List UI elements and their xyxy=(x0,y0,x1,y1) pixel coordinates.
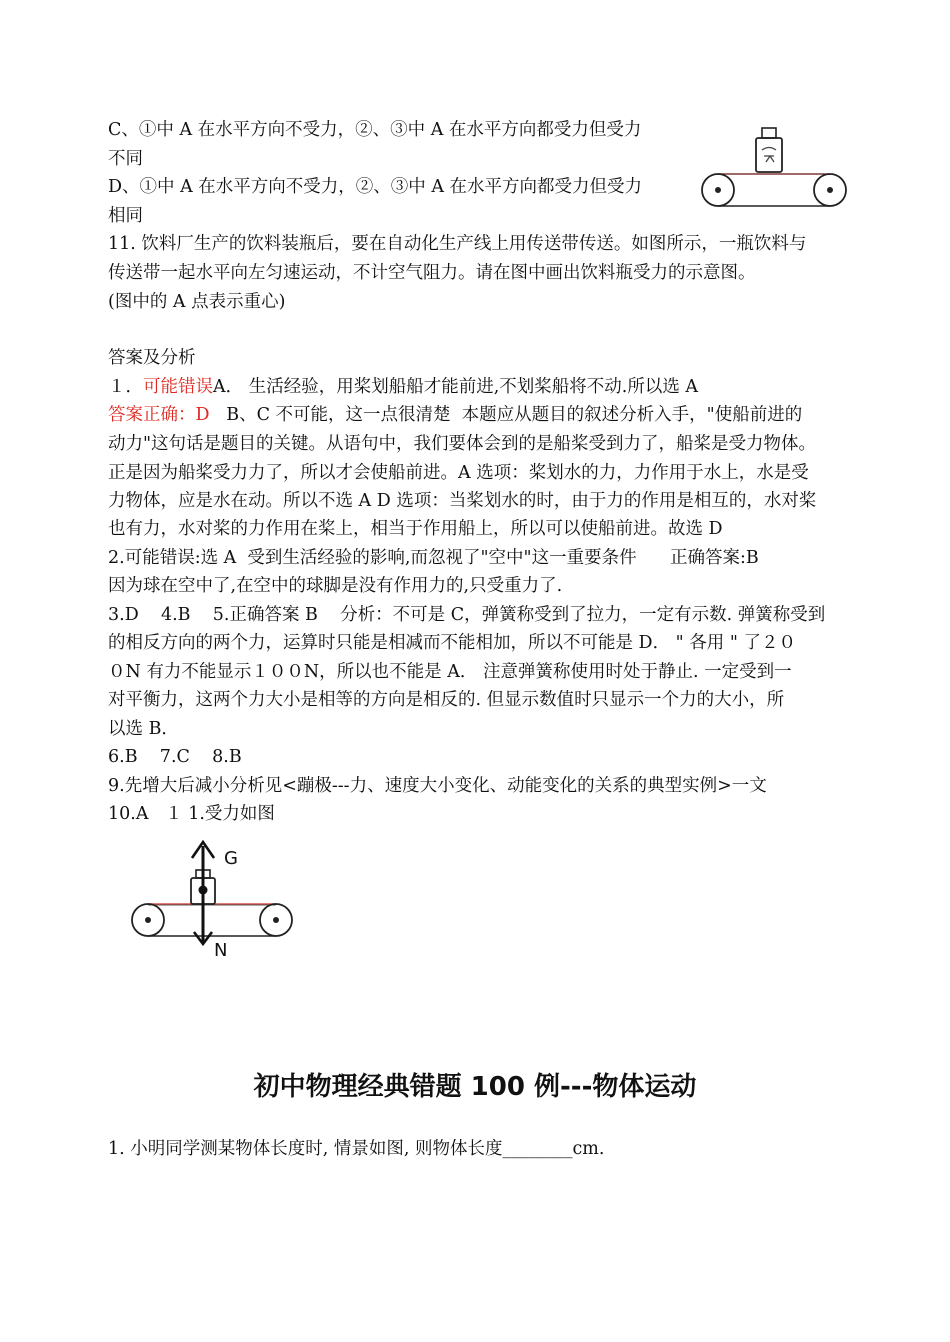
correct-answer-label: 答案正确：D xyxy=(108,405,210,425)
answer-1-right-text: B、C 不可能，这一点很清楚 本题应从题目的叙述分析入手，"使船前进的 xyxy=(209,405,803,425)
bottle-body xyxy=(756,138,782,172)
answer-line: 正是因为船桨受力力了，所以才会使船前进。A 选项：桨划水的力，力作用于水上，水是受 xyxy=(108,463,809,483)
question-1: 1. 小明同学测某物体长度时, 情景如图, 则物体长度________cm. xyxy=(108,1139,605,1159)
answer-line: 10.A １ 1.受力如图 xyxy=(108,804,275,824)
possible-error-label: 可能错误 xyxy=(143,377,213,397)
gravity-label: G xyxy=(224,848,238,869)
answer-line: 以选 B． xyxy=(108,719,179,739)
answer-line: 因为球在空中了,在空中的球脚是没有作用力的,只受重力了. xyxy=(108,576,563,596)
answer-line: 6.B 7.C 8.B xyxy=(108,747,242,767)
answer-line: 9.先增大后减小分析见<蹦极---力、速度大小变化、动能变化的关系的典型实例>一文 xyxy=(108,776,767,796)
answer-line: 的相反方向的两个力，运算时只能是相减而不能相加，所以不可能是 D． " 各用 " 了２０ xyxy=(108,633,796,653)
answer-line: 2.可能错误:选 A 受到生活经验的影响,而忽视了"空中"这一重要条件 正确答案:B xyxy=(108,548,759,568)
option-c-line1: C、①中 A 在水平方向不受力，②、③中 A 在水平方向都受力但受力 xyxy=(108,120,642,140)
option-d-line1: D、①中 A 在水平方向不受力，②、③中 A 在水平方向都受力但受力 xyxy=(108,177,643,197)
option-c-line2: 不同 xyxy=(108,149,143,169)
answer-1-line2 xyxy=(108,403,802,427)
answer-line: 也有力，水对桨的力作用在桨上，相当于作用船上，所以可以使船前进。故选 D xyxy=(108,519,723,539)
answer-1-line1 xyxy=(108,375,698,399)
answers-heading: 答案及分析 xyxy=(108,348,196,368)
answer-line: 动力"这句话是题目的关键。从语句中，我们要体会到的是船桨受到力了，船桨是受力物体。 xyxy=(108,434,817,454)
question-11-line2: 传送带一起水平向左匀速运动，不计空气阻力。请在图中画出饮料瓶受力的示意图。 xyxy=(108,263,756,283)
option-d-line2: 相同 xyxy=(108,206,143,226)
question-11-line1: 11. 饮料厂生产的饮料装瓶后，要在自动化生产线上用传送带传送。如图所示，一瓶饮料与 xyxy=(108,234,807,254)
bottle-cap xyxy=(762,128,776,138)
conveyor-figure xyxy=(700,124,850,214)
answer-line: 力物体，应是水在动。所以不选 A D 选项：当桨划水的时，由于力的作用是相互的，水对桨 xyxy=(108,491,817,511)
question-11-line3: (图中的 A 点表示重心) xyxy=(108,292,286,312)
answer-1-prefix: １． xyxy=(108,377,143,397)
answer-line: 对平衡力，这两个力大小是相等的方向是相反的. 但显示数值时只显示一个力的大小，所 xyxy=(108,690,785,710)
force-diagram xyxy=(128,836,308,960)
answer-line: 3.D 4.B 5.正确答案 B 分析：不可是 C，弹簧称受到了拉力，一定有示数. 弹簧称受到 xyxy=(108,605,826,625)
answer-1-wrong-text: A． 生活经验，用桨划船船才能前进,不划桨船将不动.所以选 A xyxy=(213,377,699,397)
section-title: 初中物理经典错题 100 例---物体运动 xyxy=(253,1072,697,1102)
answer-line: ０N 有力不能显示１００N，所以也不能是 A． 注意弹簧称使用时处于静止. 一定受到一 xyxy=(108,662,792,682)
normal-label: N xyxy=(214,940,228,960)
